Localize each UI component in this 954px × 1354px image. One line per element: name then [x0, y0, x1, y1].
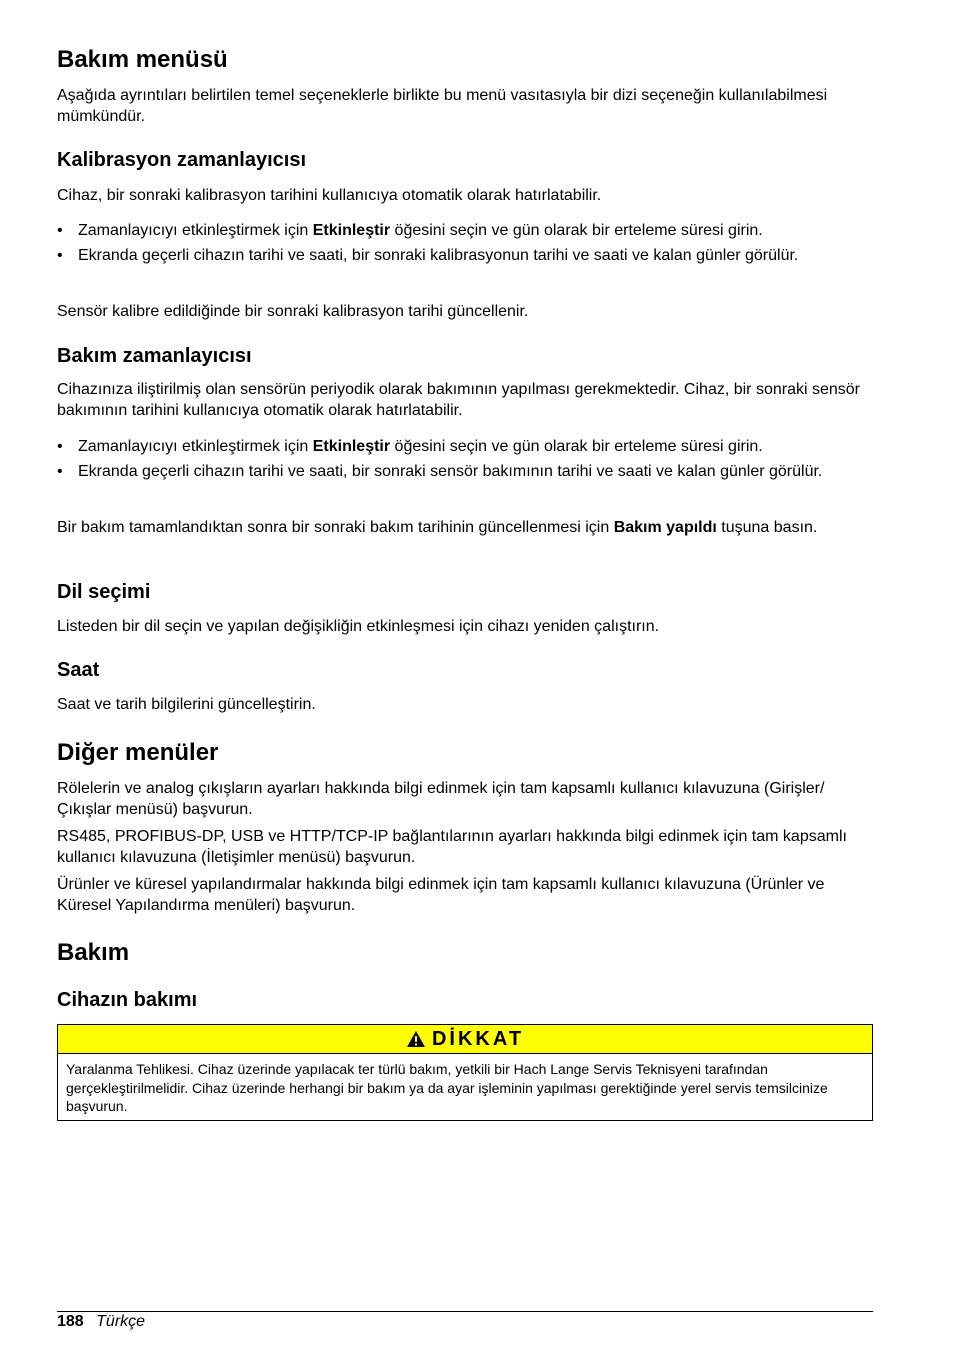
section-title-bakim: Bakım: [57, 939, 130, 966]
subsection-title-cihaz-bakimi: Cihazın bakımı: [57, 989, 198, 1011]
subsection-title-kalibrasyon: Kalibrasyon zamanlayıcısı: [57, 149, 307, 171]
bakim-zamanlayici-bullet-list: [57, 437, 873, 482]
list-item: • Ekranda geçerli cihazın tarihi ve saati, bir sonraki sensör bakımının tarihi ve saati ve kalan günler görülür.: [57, 462, 873, 483]
paragraph-diger-3: Ürünler ve küresel yapılandırmalar hakkında bilgi edinmek için tam kapsamlı kullanıcı kılavuzuna (Ürünler ve Küresel Yapılandırma menüleri) başvurun.: [57, 876, 825, 914]
footer-divider: [57, 1311, 873, 1312]
bold-term: Etkinleştir: [312, 222, 391, 239]
list-item: • Zamanlayıcıyı etkinleştirmek için Etkinleştir öğesini seçin ve gün olarak bir erteleme süresi girin.: [57, 437, 873, 458]
bold-term: Etkinleştir: [312, 438, 391, 455]
subsection-title-bakim-zamanlayici: Bakım zamanlayıcısı: [57, 345, 252, 367]
warning-header: [58, 1025, 872, 1054]
paragraph-bakim-zamanlayici-intro: Cihazınıza iliştirilmiş olan sensörün periyodik olarak bakımının yapılması gerekmektedir. Cihaz, bir sonraki sensör bakımının tarihini kullanıcıya otomatik olarak hatırlatabilir.: [57, 381, 860, 419]
kalibrasyon-bullet-list: [57, 221, 873, 266]
paragraph-bakim-menusu-intro: Aşağıda ayrıntıları belirtilen temel seçeneklerle birlikte bu menü vasıtasıyla bir dizi seçeneğin kullanılabilmesi mümkündür.: [57, 87, 828, 125]
subsection-title-dil: Dil seçimi: [57, 581, 151, 603]
bold-term: Bakım yapıldı: [613, 519, 717, 536]
paragraph-dil: Listeden bir dil seçin ve yapılan değişikliğin etkinleşmesi için cihazı yeniden çalıştırın.: [57, 618, 660, 635]
warning-label: DİKKAT: [431, 1027, 525, 1050]
warning-text: Yaralanma Tehlikesi. Cihaz üzerinde yapılacak ter türlü bakım, yetkili bir Hach Lange Servis Teknisyeni tarafından gerçekleştirilmelidir. Cihaz üzerinde herhangi bir bakım ya da ayar işleminin yapılması gerektiğinde yerel servis temsilcinize başvurun.: [66, 1061, 828, 1114]
warning-box: [57, 1024, 873, 1121]
paragraph-diger-1: Rölelerin ve analog çıkışların ayarları hakkında bilgi edinmek için tam kapsamlı kullanıcı kılavuzuna (Girişler/Çıkışlar menüsü) başvurun.: [57, 780, 825, 818]
subsection-title-saat: Saat: [57, 659, 100, 681]
paragraph-kalibrasyon-outro: Sensör kalibre edildiğinde bir sonraki kalibrasyon tarihi güncellenir.: [57, 303, 529, 320]
section-title-diger: Diğer menüler: [57, 739, 219, 766]
list-item: • Zamanlayıcıyı etkinleştirmek için Etkinleştir öğesini seçin ve gün olarak bir erteleme süresi girin.: [57, 221, 873, 242]
paragraph-diger-2: RS485, PROFIBUS-DP, USB ve HTTP/TCP-IP bağlantılarının ayarları hakkında bilgi edinmek için tam kapsamlı kullanıcı kılavuzuna (İletişimler menüsü) başvurun.: [57, 828, 847, 866]
page-number: 188: [57, 1313, 84, 1330]
section-title-bakim-menusu: Bakım menüsü: [57, 46, 228, 73]
footer-language: Türkçe: [96, 1313, 146, 1330]
paragraph-bakim-zamanlayici-outro: Bir bakım tamamlandıktan sonra bir sonraki bakım tarihinin güncellenmesi için Bakım yapıldı tuşuna basın.: [57, 519, 818, 536]
warning-triangle-icon: [406, 1030, 426, 1048]
list-item: • Ekranda geçerli cihazın tarihi ve saati, bir sonraki kalibrasyonun tarihi ve saati ve kalan günler görülür.: [57, 246, 873, 267]
paragraph-saat: Saat ve tarih bilgilerini güncelleştirin.: [57, 696, 316, 713]
paragraph-kalibrasyon-intro: Cihaz, bir sonraki kalibrasyon tarihini kullanıcıya otomatik olarak hatırlatabilir.: [57, 187, 602, 204]
page-footer: [57, 1312, 145, 1332]
